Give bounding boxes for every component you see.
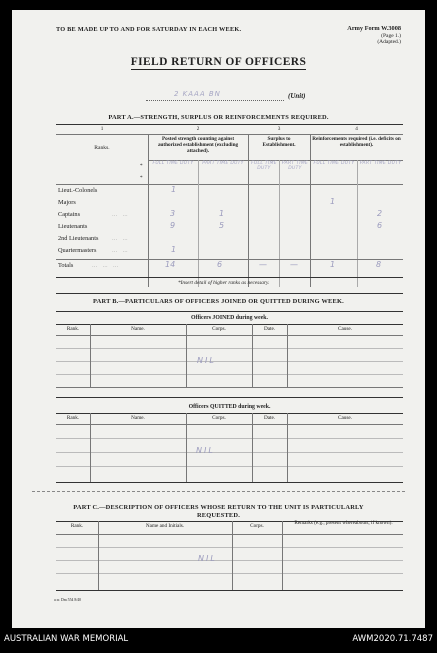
quitted-row-rule	[56, 466, 403, 467]
partc-row-rule	[56, 560, 403, 561]
joined-nil: NIL	[197, 356, 216, 365]
quitted-col-cause: Cause.	[338, 415, 352, 421]
partc-col-remarks: Remarks (e.g., present whereabouts, if known).	[294, 520, 393, 526]
posted-full-time: FULL TIME DUTY	[152, 161, 194, 166]
col-number-3: 3	[277, 126, 281, 132]
unit-label: (Unit)	[288, 92, 306, 100]
col-divider	[287, 413, 288, 482]
value-lieut-reinf-part: 6	[377, 221, 383, 230]
joined-rule	[56, 324, 403, 325]
col-divider	[287, 324, 288, 387]
quitted-row-rule	[56, 452, 403, 453]
value-captain-reinf-part: 2	[377, 209, 383, 218]
col-number-2: 2	[196, 126, 200, 132]
ranks-header: Ranks.	[94, 145, 110, 151]
total-posted-full: 14	[165, 260, 176, 269]
form-reference	[347, 25, 401, 46]
total-reinf-full: 1	[330, 260, 336, 269]
value-captain-posted-full: 3	[170, 209, 176, 218]
archive-caption-left: AUSTRALIAN WAR MEMORIAL	[4, 634, 129, 644]
quitted-rule-top	[56, 397, 403, 398]
col-divider	[252, 324, 253, 387]
value-ltcol-posted-full: 1	[171, 185, 177, 194]
leader-dots: … …	[112, 212, 130, 218]
value-qm-posted-full: 1	[171, 245, 177, 254]
part-b-rule-2	[56, 311, 403, 312]
quitted-header-rule	[56, 424, 403, 425]
leader-dots: … …	[112, 236, 130, 242]
quitted-bottom-rule	[56, 482, 403, 483]
part-a-footnote: *Insert detail of higher ranks as necessary.	[178, 280, 270, 286]
part-b-rule-top	[56, 293, 403, 294]
quitted-title: Officers QUITTED during week.	[188, 404, 271, 410]
col-divider	[310, 134, 311, 287]
posted-part-time: PART TIME DUTY	[202, 161, 244, 166]
value-major-reinf-full: 1	[330, 197, 336, 206]
rank-label: Majors	[58, 199, 76, 206]
part-a-rule-top	[56, 124, 403, 125]
total-posted-part: 6	[217, 260, 223, 269]
rank-label: Lieut.-Colonels	[58, 187, 98, 194]
leader-dots: … …	[112, 248, 130, 254]
partc-nil: NIL	[198, 554, 217, 563]
partc-row-rule	[56, 573, 403, 574]
partc-row-rule	[56, 547, 403, 548]
reinf-full-time: FULL TIME DUTY	[313, 161, 355, 166]
star-row-2: *	[140, 175, 143, 181]
rank-label: Lieutenants	[58, 223, 88, 230]
joined-row-rule	[56, 348, 403, 349]
joined-row-rule	[56, 374, 403, 375]
col-divider	[186, 324, 187, 387]
part-a-title: PART A.—STRENGTH, SURPLUS OR REINFORCEMENTS REQUIRED.	[108, 114, 329, 121]
unit-handwritten: 2 KAAA BN	[174, 90, 221, 98]
total-surplus-part: —	[290, 260, 298, 269]
col-number-1: 1	[100, 126, 104, 132]
joined-bottom-rule	[56, 387, 403, 388]
partc-col-name: Name and Initials.	[145, 523, 185, 529]
print-code: a.w. Dm 554 8/40	[54, 598, 82, 602]
col-divider	[98, 521, 99, 590]
rank-label: Quartermasters	[58, 247, 97, 254]
quitted-col-corps: Corps.	[212, 415, 226, 421]
value-lieut-posted-full: 9	[170, 221, 176, 230]
unit-line	[146, 100, 284, 101]
part-a-rule-bottom	[56, 277, 403, 278]
leader-dots: … … …	[92, 263, 121, 269]
form-name: Army Form W.3008	[347, 25, 401, 32]
surplus-part-time: PART TIME DUTY	[281, 161, 309, 171]
quitted-nil: NIL	[196, 446, 215, 455]
form-title: FIELD RETURN OF OFFICERS	[130, 56, 307, 68]
col-number-rule	[56, 134, 403, 135]
surplus-header: Surplus to Establishment.	[262, 136, 296, 148]
surplus-full-time: FULL TIME DUTY	[251, 161, 277, 171]
unit-field	[146, 91, 346, 101]
submission-note: TO BE MADE UP TO AND FOR SATURDAY IN EACH WEEK.	[56, 26, 242, 33]
col-divider	[248, 134, 249, 287]
joined-col-corps: Corps.	[212, 326, 226, 332]
posted-header: Posted strength counting against authorized establishment (excluding attached).	[157, 136, 239, 154]
col-number-4: 4	[355, 126, 358, 132]
joined-col-name: Name.	[131, 326, 145, 332]
archive-caption-right: AWM2020.71.7487	[352, 634, 433, 644]
form-adapted: (Adapted.)	[377, 39, 401, 46]
subcol-divider	[279, 160, 280, 287]
quitted-col-date: Date.	[263, 415, 276, 421]
perforation-line	[32, 491, 405, 492]
part-c-rule-bottom	[56, 590, 403, 591]
quitted-col-name: Name.	[131, 415, 145, 421]
joined-col-cause: Cause.	[338, 326, 352, 332]
form-page-number: (Page 1.)	[381, 32, 401, 39]
total-surplus-full: —	[259, 260, 267, 269]
total-reinf-part: 8	[376, 260, 382, 269]
reinf-part-time: PART TIME DUTY	[359, 161, 402, 166]
quitted-col-rank: Rank.	[66, 415, 80, 421]
col-divider	[90, 324, 91, 387]
subcol-divider	[198, 160, 199, 287]
part-c-title-1: PART C.—DESCRIPTION OF OFFICERS WHOSE RETURN TO THE UNIT IS PARTICULARLY	[73, 504, 364, 511]
form-page	[12, 10, 425, 628]
quitted-row-rule	[56, 438, 403, 439]
star-rows-rule	[56, 184, 403, 185]
partc-col-corps: Corps.	[250, 523, 264, 529]
quitted-rule	[56, 413, 403, 414]
col-divider	[282, 521, 283, 590]
joined-header-rule	[56, 335, 403, 336]
totals-rule	[56, 259, 403, 260]
joined-col-date: Date.	[263, 326, 276, 332]
subcol-divider	[357, 160, 358, 287]
col-divider	[232, 521, 233, 590]
reinforcements-header: Reinforcements required (i.e. deficits on establishment).	[312, 136, 401, 148]
value-lieut-posted-part: 5	[219, 221, 225, 230]
partc-col-rank: Rank.	[70, 523, 84, 529]
rank-label: 2nd Lieutenants	[58, 235, 99, 242]
col-divider	[148, 134, 149, 287]
col-divider	[186, 413, 187, 482]
part-c-title-2: REQUESTED.	[196, 512, 241, 519]
value-captain-posted-part: 1	[219, 209, 225, 218]
part-b-title: PART B.—PARTICULARS OF OFFICERS JOINED OR QUITTED DURING WEEK.	[93, 298, 344, 305]
joined-title: Officers JOINED during week.	[191, 315, 268, 321]
joined-col-rank: Rank.	[66, 326, 80, 332]
col-divider	[252, 413, 253, 482]
joined-row-rule	[56, 361, 403, 362]
partc-header-rule	[56, 534, 403, 535]
totals-label: Totals	[58, 262, 74, 269]
star-row-1: *	[140, 163, 143, 169]
rank-label: Captains	[58, 211, 81, 218]
col-divider	[90, 413, 91, 482]
